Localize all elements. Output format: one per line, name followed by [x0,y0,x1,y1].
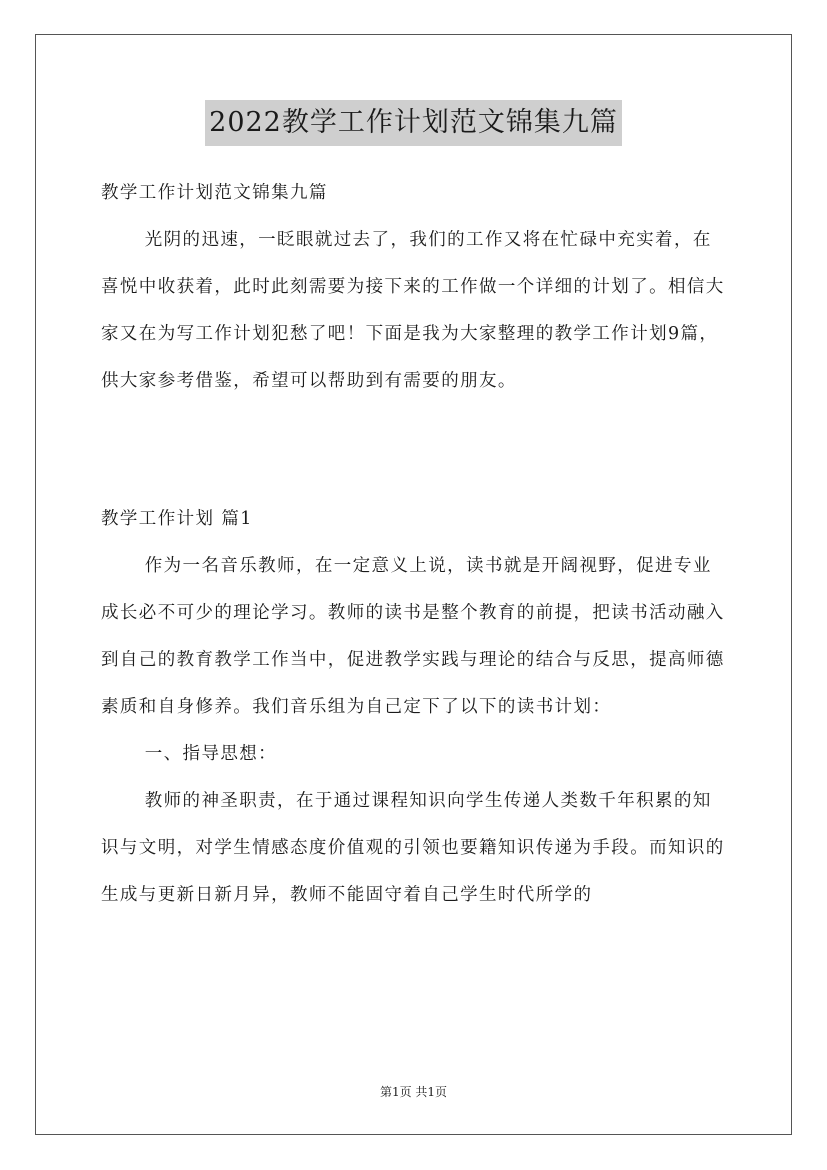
section-subheading: 一、指导思想： [144,744,278,764]
section-paragraph-1: 作为一名音乐教师，在一定意义上说，读书就是开阔视野，促进专业成长必不可少的理论学习。教师的读书是整个教育的前提，把读书活动融入到自己的教育教学工作当中，促进教学实践与理论的结合与反思，提高师德素质和自身修养。我们音乐组为自己定下了以下的读书计划： [101,556,725,717]
page-number: 第1页 共1页 [379,1085,448,1099]
document-title-wrapper [0,100,827,146]
document-body-section1 [101,496,729,919]
section-heading: 教学工作计划 篇1 [101,509,253,529]
document-body-top [101,170,729,405]
subtitle: 教学工作计划范文锦集九篇 [101,183,328,203]
section-paragraph-2: 教师的神圣职责，在于通过课程知识向学生传递人类数千年积累的知识与文明，对学生情感态度价值观的引领也要籍知识传递为手段。而知识的生成与更新日新月异，教师不能固守着自己学生时代所学的 [101,791,725,905]
document-title: 2022教学工作计划范文锦集九篇 [205,100,622,146]
intro-paragraph: 光阴的迅速，一眨眼就过去了，我们的工作又将在忙碌中充实着，在喜悦中收获着，此时此刻需要为接下来的工作做一个详细的计划了。相信大家又在为写工作计划犯愁了吧！下面是我为大家整理的教学工作计划9篇，供大家参考借鉴，希望可以帮助到有需要的朋友。 [101,230,725,391]
page-footer [0,1083,827,1100]
